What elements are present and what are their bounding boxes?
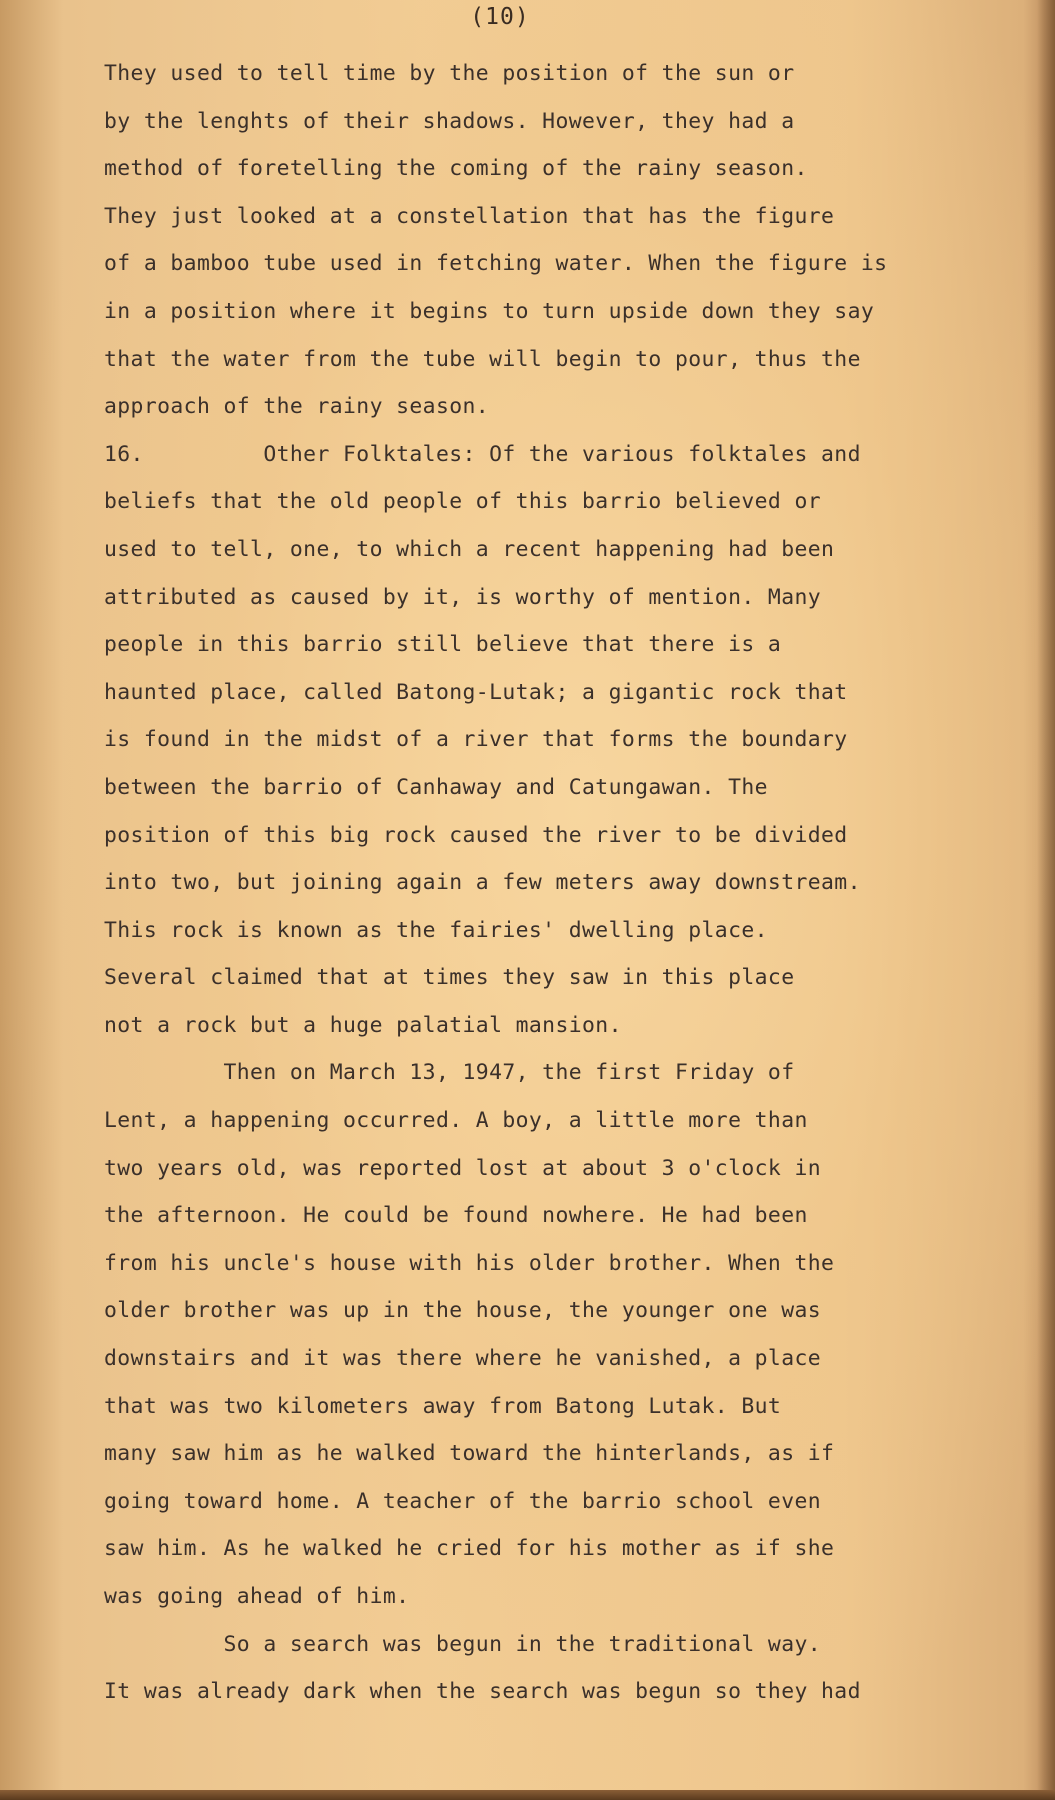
text-line: Lent, a happening occurred. A boy, a little more than — [104, 1108, 808, 1134]
text-line: used to tell, one, to which a recent happening had been — [104, 536, 835, 562]
text-line: many saw him as he walked toward the hinterlands, as if — [104, 1441, 835, 1467]
text-line: They just looked at a constellation that has the figure — [104, 203, 835, 229]
text-line: They used to tell time by the position of the sun or — [104, 61, 795, 86]
text-line: that was two kilometers away from Batong Lutak. But — [104, 1393, 782, 1419]
page-edge-shadow — [1037, 0, 1055, 1800]
text-line: It was already dark when the search was begun so they had — [104, 1679, 861, 1705]
paragraph-start-line: So a search was begun in the traditional way. — [104, 1631, 822, 1657]
text-line: saw him. As he walked he cried for his mother as if she — [104, 1536, 835, 1562]
text-line: is found in the midst of a river that forms the boundary — [104, 727, 848, 753]
text-line: between the barrio of Canhaway and Catungawan. The — [104, 774, 768, 800]
text-line: two years old, was reported lost at about 3 o'clock in — [104, 1155, 822, 1181]
text-line: beliefs that the old people of this barrio believed or — [104, 489, 822, 515]
text-line: into two, but joining again a few meters away downstream. — [104, 870, 861, 896]
text-line: going toward home. A teacher of the barrio school even — [104, 1488, 822, 1514]
text-line: attributed as caused by it, is worthy of mention. Many — [104, 584, 822, 610]
page-number: (10) — [470, 4, 530, 30]
text-line: of a bamboo tube used in fetching water. When the figure is — [104, 251, 888, 277]
text-line: the afternoon. He could be found nowhere. He had been — [104, 1203, 808, 1229]
text-line: by the lenghts of their shadows. However, they had a — [104, 108, 795, 134]
text-line: This rock is known as the fairies' dwelling place. — [104, 917, 768, 943]
section-heading-line: 16. Other Folktales: Of the various folktales and — [104, 441, 861, 467]
text-line: method of foretelling the coming of the rainy season. — [104, 156, 808, 182]
text-line: Several claimed that at times they saw in this place — [104, 965, 795, 991]
text-line: haunted place, called Batong-Lutak; a gigantic rock that — [104, 679, 848, 705]
paragraph-start-line: Then on March 13, 1947, the first Friday of — [104, 1060, 795, 1086]
text-line: older brother was up in the house, the younger one was — [104, 1298, 822, 1324]
scan-bottom-edge — [0, 1790, 1055, 1800]
text-line: from his uncle's house with his older brother. When the — [104, 1250, 835, 1276]
text-line: approach of the rainy season. — [104, 394, 490, 420]
typewritten-body — [104, 50, 1024, 1716]
text-line: people in this barrio still believe that there is a — [104, 632, 782, 658]
text-line: that the water from the tube will begin to pour, thus the — [104, 346, 861, 372]
text-line: position of this big rock caused the river to be divided — [104, 822, 848, 848]
text-line: not a rock but a huge palatial mansion. — [104, 1012, 622, 1038]
text-line: downstairs and it was there where he vanished, a place — [104, 1346, 822, 1372]
text-line: was going ahead of him. — [104, 1584, 410, 1609]
text-line: in a position where it begins to turn upside down they say — [104, 298, 875, 324]
